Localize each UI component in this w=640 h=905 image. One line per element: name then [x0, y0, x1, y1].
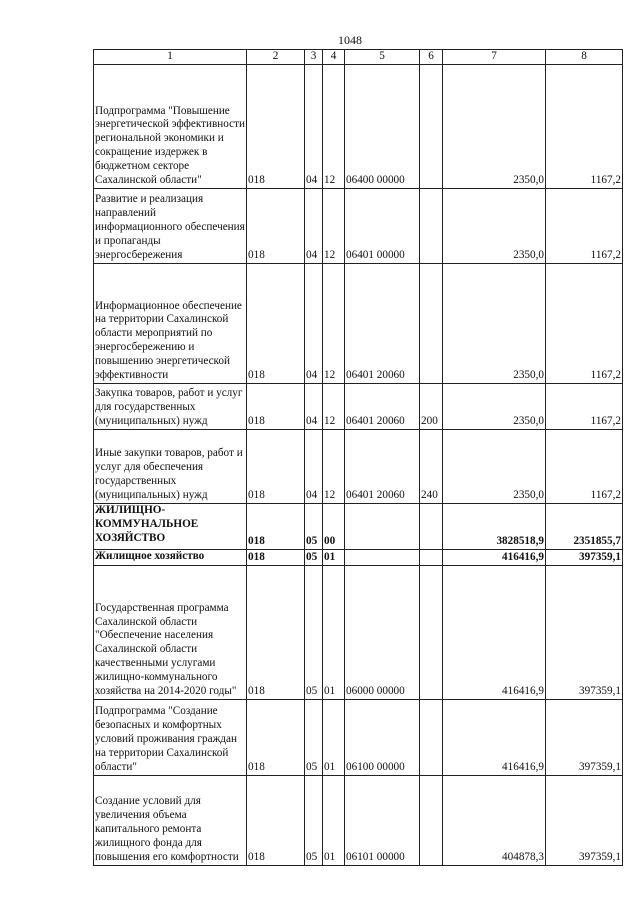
column-header: 7: [443, 50, 546, 65]
cell-expense-type: [420, 700, 443, 776]
column-header: 2: [247, 50, 305, 65]
cell-expense-type: [420, 189, 443, 264]
budget-table: [93, 49, 623, 866]
page-number: 1048: [338, 33, 362, 47]
table-row: [94, 550, 623, 566]
cell-target-article: 06401 20060: [345, 264, 420, 384]
cell-amount-col8: 1167,2: [546, 65, 623, 189]
cell-expense-type: [420, 264, 443, 384]
cell-amount-col7: 404878,3: [443, 776, 546, 866]
cell-ministry-code: 018: [247, 384, 305, 430]
cell-expense-type: [420, 566, 443, 700]
cell-expense-type: 200: [420, 384, 443, 430]
column-header: 5: [345, 50, 420, 65]
cell-amount-col8: 397359,1: [546, 550, 623, 566]
cell-subsection: 01: [323, 700, 345, 776]
table-row: [94, 700, 623, 776]
cell-expense-type: [420, 776, 443, 866]
table-row: [94, 264, 623, 384]
cell-ministry-code: 018: [247, 430, 305, 504]
cell-amount-col7: 2350,0: [443, 65, 546, 189]
column-number-row: [94, 50, 623, 65]
cell-target-article: 06401 00000: [345, 189, 420, 264]
cell-ministry-code: 018: [247, 264, 305, 384]
column-header: 6: [420, 50, 443, 65]
column-header: 4: [323, 50, 345, 65]
cell-ministry-code: 018: [247, 566, 305, 700]
cell-section: 05: [305, 566, 323, 700]
cell-target-article: 06401 20060: [345, 430, 420, 504]
row-name: Государственная программа Сахалинской области "Обеспечение населения Сахалинской области качественными услугами жилищно-коммунального хозяйства на 2014-2020 годы": [94, 566, 247, 700]
cell-expense-type: [420, 550, 443, 566]
table-row: [94, 189, 623, 264]
cell-amount-col8: 397359,1: [546, 776, 623, 866]
cell-target-article: 06400 00000: [345, 65, 420, 189]
row-name: Закупка товаров, работ и услуг для государственных (муниципальных) нужд: [94, 384, 247, 430]
cell-subsection: 12: [323, 430, 345, 504]
cell-amount-col7: 416416,9: [443, 700, 546, 776]
cell-target-article: 06401 20060: [345, 384, 420, 430]
cell-subsection: 12: [323, 189, 345, 264]
cell-section: 04: [305, 384, 323, 430]
cell-ministry-code: 018: [247, 550, 305, 566]
cell-subsection: 01: [323, 776, 345, 866]
cell-target-article: 06100 00000: [345, 700, 420, 776]
cell-ministry-code: 018: [247, 65, 305, 189]
cell-amount-col7: 3828518,9: [443, 504, 546, 550]
row-name: Подпрограмма "Повышение энергетической эффективности региональной экономики и сокращение издержек в бюджетном секторе Сахалинской области": [94, 65, 247, 189]
cell-amount-col7: 2350,0: [443, 189, 546, 264]
cell-amount-col8: 2351855,7: [546, 504, 623, 550]
cell-section: 04: [305, 264, 323, 384]
cell-ministry-code: 018: [247, 189, 305, 264]
cell-subsection: 01: [323, 566, 345, 700]
cell-target-article: [345, 550, 420, 566]
cell-subsection: 12: [323, 264, 345, 384]
cell-subsection: 00: [323, 504, 345, 550]
cell-section: 04: [305, 65, 323, 189]
cell-ministry-code: 018: [247, 504, 305, 550]
table-row: [94, 776, 623, 866]
cell-ministry-code: 018: [247, 700, 305, 776]
column-header: 8: [546, 50, 623, 65]
cell-subsection: 01: [323, 550, 345, 566]
row-name: Подпрограмма "Создание безопасных и комфортных условий проживания граждан на территории Сахалинской области": [94, 700, 247, 776]
cell-amount-col8: 1167,2: [546, 430, 623, 504]
cell-target-article: 06000 00000: [345, 566, 420, 700]
cell-ministry-code: 018: [247, 776, 305, 866]
row-name: Развитие и реализация направлений информационного обеспечения и пропаганды энергосбережения: [94, 189, 247, 264]
cell-amount-col7: 2350,0: [443, 430, 546, 504]
cell-section: 04: [305, 430, 323, 504]
cell-target-article: 06101 00000: [345, 776, 420, 866]
cell-expense-type: [420, 504, 443, 550]
table-row: [94, 384, 623, 430]
cell-amount-col7: 416416,9: [443, 566, 546, 700]
table-row: [94, 504, 623, 550]
cell-amount-col7: 2350,0: [443, 264, 546, 384]
cell-section: 05: [305, 700, 323, 776]
cell-amount-col8: 1167,2: [546, 189, 623, 264]
cell-amount-col8: 1167,2: [546, 264, 623, 384]
row-name: Иные закупки товаров, работ и услуг для обеспечения государственных (муниципальных) нужд: [94, 430, 247, 504]
row-name: Создание условий для увеличения объема капитального ремонта жилищного фонда для повышения его комфортности: [94, 776, 247, 866]
row-name: Жилищное хозяйство: [94, 550, 247, 566]
column-header: 3: [305, 50, 323, 65]
cell-expense-type: 240: [420, 430, 443, 504]
cell-amount-col8: 397359,1: [546, 566, 623, 700]
cell-subsection: 12: [323, 384, 345, 430]
table-row: [94, 566, 623, 700]
cell-section: 04: [305, 189, 323, 264]
row-name: ЖИЛИЩНО-КОММУНАЛЬНОЕ ХОЗЯЙСТВО: [94, 504, 247, 550]
cell-amount-col8: 397359,1: [546, 700, 623, 776]
cell-subsection: 12: [323, 65, 345, 189]
cell-amount-col8: 1167,2: [546, 384, 623, 430]
column-header: 1: [94, 50, 247, 65]
cell-amount-col7: 416416,9: [443, 550, 546, 566]
row-name: Информационное обеспечение на территории Сахалинской области мероприятий по энергосбережению и повышению энергетической эффективности: [94, 264, 247, 384]
cell-section: 05: [305, 504, 323, 550]
cell-expense-type: [420, 65, 443, 189]
table-row: [94, 65, 623, 189]
table-row: [94, 430, 623, 504]
cell-section: 05: [305, 776, 323, 866]
cell-section: 05: [305, 550, 323, 566]
cell-amount-col7: 2350,0: [443, 384, 546, 430]
cell-target-article: [345, 504, 420, 550]
